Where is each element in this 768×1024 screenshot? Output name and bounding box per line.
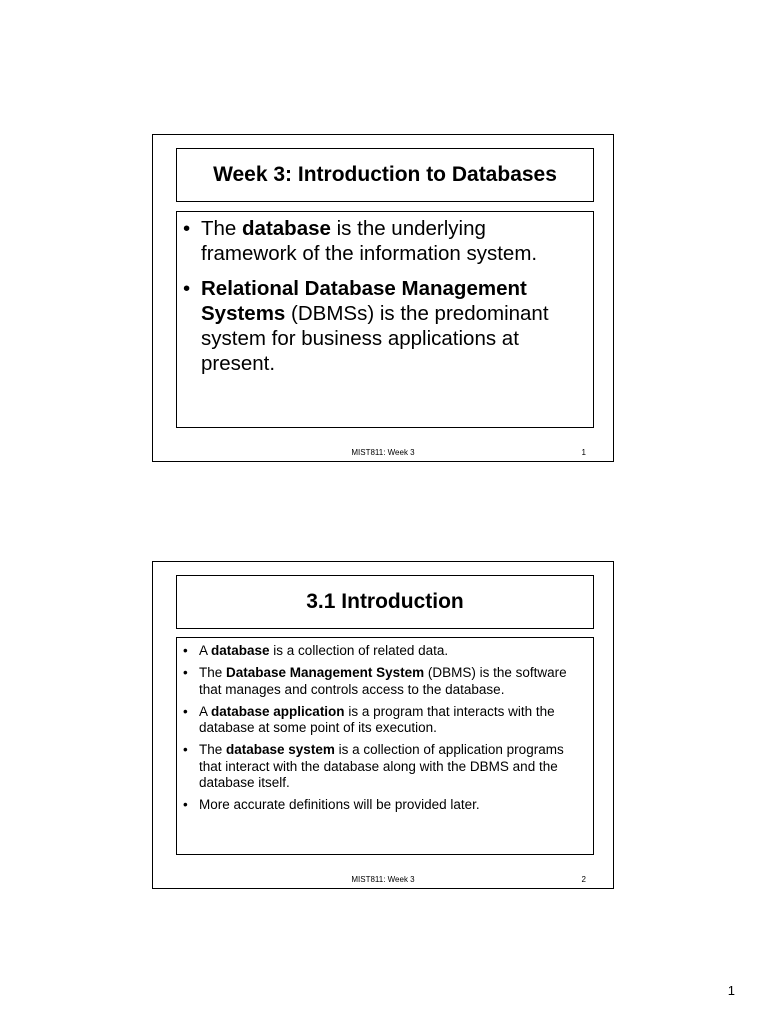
bold-term: database [211, 643, 270, 658]
page-number: 1 [727, 983, 735, 998]
bullet-item [183, 643, 587, 660]
footer-label: MIST811: Week 3 [351, 875, 415, 884]
bullet-text: A [199, 643, 212, 658]
slide-body [176, 211, 594, 428]
bullet-text: More accurate definitions will be provided later. [199, 797, 480, 812]
slide-2 [152, 561, 614, 889]
bullet-item [183, 216, 587, 266]
bullet-item [183, 797, 587, 814]
bold-term: database application [211, 703, 345, 719]
bullet-item [183, 276, 587, 376]
slide-title: 3.1 Introduction [176, 575, 594, 629]
bullet-item [183, 665, 587, 698]
bullet-marker: • [183, 742, 188, 757]
bullet-marker: • [183, 665, 188, 680]
slide-number: 1 [581, 448, 586, 457]
bullet-text: is a collection of related data. [269, 643, 449, 658]
bullet-text: The [201, 217, 243, 240]
bullet-marker: • [183, 277, 191, 300]
bullet-marker: • [183, 797, 188, 812]
bold-term: database [242, 217, 331, 240]
footer-label: MIST811: Week 3 [351, 448, 415, 457]
bullet-list [183, 643, 587, 814]
bullet-marker: • [183, 217, 191, 240]
bullet-text: (DBMS) is the software that manages and controls access to the database. [199, 665, 567, 697]
bold-term: Database Management System [226, 665, 425, 680]
bullet-text: is a collection of application programs that interact with the database along with the DBMS and the database itself. [199, 742, 564, 790]
bullet-text: is the underlying framework of the information system. [201, 217, 538, 265]
bullet-text: is a program that interacts with the database at some point of its execution. [199, 703, 555, 735]
bullet-item [183, 704, 587, 737]
slide-number: 2 [581, 875, 586, 884]
bullet-text: The [199, 665, 227, 680]
bold-term: database system [226, 742, 335, 757]
bold-term: Relational Database Management Systems [201, 277, 527, 325]
bullet-list [183, 216, 587, 376]
bullet-text: The [199, 742, 227, 757]
bullet-text: A [199, 703, 212, 719]
bullet-marker: • [183, 703, 188, 719]
slide-body [176, 637, 594, 855]
slide-title: Week 3: Introduction to Databases [176, 148, 594, 202]
bullet-item [183, 742, 587, 792]
bullet-text: (DBMSs) is the predominant system for business applications at present. [201, 302, 549, 375]
bullet-marker: • [183, 643, 188, 658]
slide-1 [152, 134, 614, 462]
